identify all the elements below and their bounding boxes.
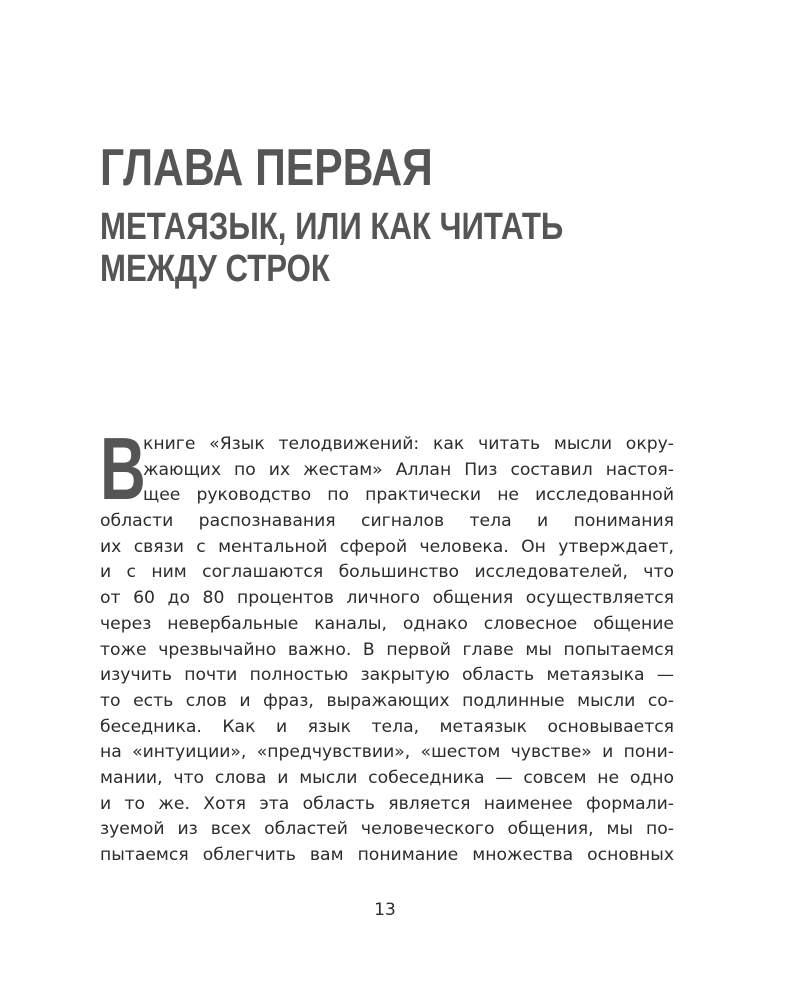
chapter-subtitle-line: МЕТАЯЗЫК, ИЛИ КАК ЧИТАТЬ xyxy=(100,206,564,248)
body-line: области распознавания сигналов тела и понимания xyxy=(100,511,674,532)
page-number: 13 xyxy=(374,900,396,920)
body-line: пытаемся облегчить вам понимание множества основных xyxy=(100,845,674,865)
body-line: мании, что слова и мысли собеседника — совсем не одно xyxy=(100,767,674,788)
body-line: беседника. Как и язык тела, метаязык основывается xyxy=(100,716,674,737)
body-line: щее руководство по практически не исследованной xyxy=(143,485,674,506)
chapter-subtitle xyxy=(100,206,563,290)
body-line: и то же. Хотя эта область является наименее формали- xyxy=(100,793,674,814)
body-line: от 60 до 80 процентов личного общения осуществляется xyxy=(100,588,674,609)
chapter-title: ГЛАВА ПЕРВАЯ xyxy=(100,139,433,197)
body-line: зуемой из всех областей человеческого общения, мы по- xyxy=(100,819,674,840)
body-line: их связи с ментальной сферой человека. Он утверждает, xyxy=(100,536,674,557)
body-line: изучить почти полностью закрытую область метаязыка — xyxy=(100,665,674,686)
body-line: через невербальные каналы, однако словесное общение xyxy=(100,613,674,634)
body-line: то есть слов и фраз, выражающих подлинные мысли со- xyxy=(100,690,674,711)
body-line: книге «Язык телодвижений: как читать мысли окру- xyxy=(143,434,674,454)
drop-cap: В xyxy=(100,419,146,518)
body-line: и с ним соглашаются большинство исследователей, что xyxy=(100,562,674,583)
body-line: тоже чрезвычайно важно. В первой главе мы попытаемся xyxy=(100,639,674,660)
body-line: на «интуиции», «предчувствии», «шестом чувстве» и пони- xyxy=(100,742,674,763)
body-line: жающих по их жестам» Аллан Пиз составил настоя- xyxy=(143,459,674,480)
body-text xyxy=(100,419,674,869)
chapter-subtitle-line: МЕЖДУ СТРОК xyxy=(100,248,330,290)
